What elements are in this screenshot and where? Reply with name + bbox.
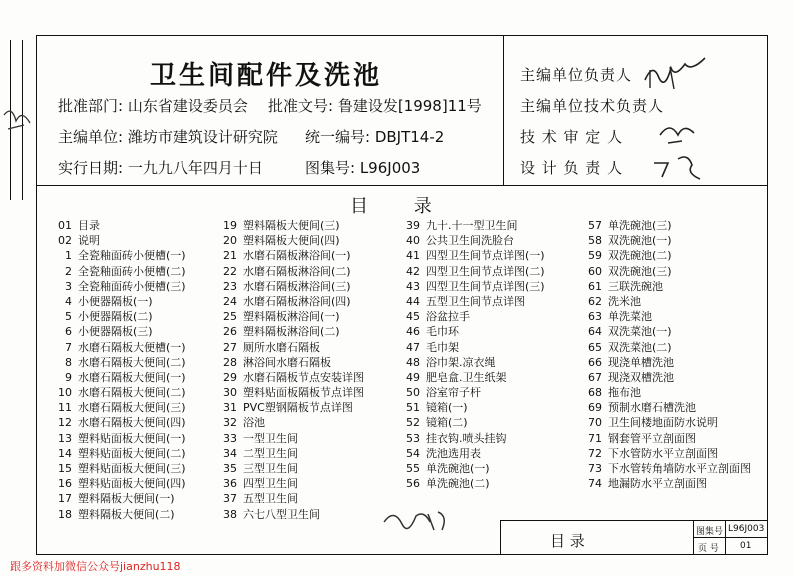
toc-entry — [215, 491, 364, 506]
toc-entry — [215, 415, 364, 430]
toc-entry-title: 厕所水磨石隔板 — [243, 340, 320, 354]
sheet-title: 目 录 — [550, 532, 585, 550]
toc-title: 目 录 — [350, 196, 452, 217]
toc-entry-number: 42 — [406, 264, 420, 278]
toc-entry — [215, 507, 364, 522]
toc-entry-number: 25 — [223, 310, 237, 324]
toc-entry-number: 43 — [406, 279, 420, 293]
page-label: 页 号 — [698, 544, 719, 554]
toc-entry — [50, 476, 186, 491]
toc-entry — [398, 264, 545, 279]
toc-entry — [398, 294, 545, 309]
toc-entry-number: 69 — [588, 401, 602, 415]
toc-entry-title: 预制水磨石槽洗池 — [608, 401, 696, 415]
toc-entry-number: 27 — [223, 340, 237, 354]
toc-entry — [50, 446, 186, 461]
toc-entry — [580, 324, 751, 339]
atlas-value: L96J003 — [728, 524, 765, 534]
toc-entry — [580, 218, 751, 233]
toc-entry-title: 四型卫生间 — [243, 477, 298, 491]
toc-entry-title: 水磨石隔板大便间(三) — [78, 401, 186, 415]
toc-entry-number: 57 — [588, 219, 602, 232]
toc-entry-number: 2 — [65, 264, 72, 278]
toc-entry-number: 01 — [58, 219, 72, 232]
toc-entry — [50, 324, 186, 339]
toc-entry — [50, 385, 186, 400]
atlas-label: 图集号 — [696, 527, 724, 537]
toc-entry-number: 5 — [65, 310, 72, 324]
toc-entry — [50, 507, 186, 522]
resp-reviewer: 技 术 审 定 人 — [520, 128, 624, 146]
toc-entry — [50, 340, 186, 355]
toc-entry-title: 二型卫生间 — [243, 446, 298, 460]
toc-entry-number: 10 — [58, 386, 72, 400]
toc-entry-title: 六七八型卫生间 — [243, 507, 320, 521]
toc-entry — [580, 385, 751, 400]
toc-entry-number: 41 — [406, 249, 420, 263]
toc-entry-title: 单洗菜池 — [608, 310, 652, 324]
toc-entry-title: 水磨石隔板节点安装详图 — [243, 370, 364, 384]
toc-entry-number: 9 — [65, 370, 72, 384]
toc-entry-number: 33 — [223, 431, 237, 445]
toc-entry-number: 34 — [223, 446, 237, 460]
toc-entry — [215, 400, 364, 415]
toc-entry — [398, 324, 545, 339]
toc-entry — [215, 385, 364, 400]
toc-entry-title: 三联洗碗池 — [608, 279, 663, 293]
toc-entry-number: 36 — [223, 477, 237, 491]
toc-entry — [50, 279, 186, 294]
toc-entry-title: 双洗碗池(三) — [608, 264, 672, 278]
toc-entry-number: 7 — [65, 340, 72, 354]
implementation-date: 实行日期: 一九九八年四月十日 — [58, 159, 263, 177]
toc-entry-title: 拖布池 — [608, 386, 641, 400]
toc-entry-number: 58 — [588, 234, 602, 248]
toc-entry-title: PVC塑钢隔板节点详图 — [243, 401, 353, 415]
toc-entry — [50, 431, 186, 446]
toc-entry — [50, 370, 186, 385]
toc-entry-number: 73 — [588, 462, 602, 475]
toc-entry-number: 24 — [223, 294, 237, 308]
atlas-title: 卫生间配件及洗池 — [150, 61, 383, 91]
toc-entry — [50, 248, 186, 263]
toc-column-4 — [580, 218, 751, 491]
toc-entry — [398, 461, 545, 476]
toc-entry-number: 15 — [58, 462, 72, 475]
toc-entry-title: 浴室帘子杆 — [426, 386, 481, 400]
toc-entry — [398, 385, 545, 400]
toc-entry-number: 28 — [223, 355, 237, 369]
toc-entry — [50, 461, 186, 476]
toc-entry-title: 小便器隔板(三) — [78, 325, 153, 339]
toc-entry-number: 14 — [58, 446, 72, 460]
toc-column-3 — [398, 218, 545, 491]
toc-entry-number: 56 — [406, 477, 420, 491]
toc-entry-number: 45 — [406, 310, 420, 324]
toc-entry — [580, 476, 751, 491]
toc-entry-number: 60 — [588, 264, 602, 278]
toc-entry-number: 71 — [588, 431, 602, 445]
toc-entry-title: 四型卫生间节点详图(三) — [426, 279, 545, 293]
toc-entry-title: 全瓷釉面砖小便槽(二) — [78, 264, 186, 278]
toc-entry-number: 66 — [588, 355, 602, 369]
toc-entry-number: 22 — [223, 264, 237, 278]
toc-entry-number: 53 — [406, 431, 420, 445]
toc-entry-number: 26 — [223, 325, 237, 339]
toc-entry-number: 52 — [406, 416, 420, 430]
toc-entry-number: 13 — [58, 431, 72, 445]
toc-entry — [215, 431, 364, 446]
toc-entry-title: 双洗碗池(二) — [608, 249, 672, 263]
toc-entry — [215, 218, 364, 233]
unified-number: 统一编号: DBJT14-2 — [305, 128, 445, 146]
toc-entry-number: 8 — [65, 355, 72, 369]
toc-entry-number: 63 — [588, 310, 602, 324]
toc-entry-title: 肥皂盒.卫生纸架 — [426, 370, 507, 384]
toc-entry — [215, 264, 364, 279]
toc-entry — [215, 476, 364, 491]
toc-entry — [398, 248, 545, 263]
toc-entry — [580, 400, 751, 415]
toc-entry-title: 四型卫生间节点详图(一) — [426, 249, 545, 263]
toc-entry-number: 18 — [58, 507, 72, 521]
toc-entry-title: 洗米池 — [608, 294, 641, 308]
toc-entry-title: 目录 — [78, 219, 100, 232]
toc-entry-title: 毛巾架 — [426, 340, 459, 354]
toc-entry-number: 16 — [58, 477, 72, 491]
toc-entry-number: 32 — [223, 416, 237, 430]
toc-entry — [398, 279, 545, 294]
toc-column-2 — [215, 218, 364, 522]
toc-entry-title: 塑料贴面板隔板节点详图 — [243, 386, 364, 400]
toc-entry — [50, 294, 186, 309]
toc-entry-title: 现浇双槽洗池 — [608, 370, 674, 384]
toc-entry — [398, 218, 545, 233]
toc-entry-title: 淋浴间水磨石隔板 — [243, 355, 331, 369]
toc-entry-title: 塑料隔板淋浴间(二) — [243, 325, 340, 339]
toc-entry-number: 02 — [58, 234, 72, 248]
toc-entry — [50, 400, 186, 415]
toc-entry-number: 38 — [223, 507, 237, 521]
toc-entry-number: 40 — [406, 234, 420, 248]
toc-entry-number: 74 — [588, 477, 602, 491]
toc-entry-number: 30 — [223, 386, 237, 400]
toc-entry — [398, 400, 545, 415]
toc-entry-title: 现浇单槽洗池 — [608, 355, 674, 369]
toc-entry-title: 浴池 — [243, 416, 265, 430]
toc-column-1 — [50, 218, 186, 522]
title-block-split — [693, 537, 768, 538]
toc-entry-number: 55 — [406, 462, 420, 475]
toc-entry-number: 3 — [65, 279, 72, 293]
toc-entry — [215, 446, 364, 461]
toc-entry — [398, 233, 545, 248]
toc-entry — [50, 233, 186, 248]
toc-entry — [580, 294, 751, 309]
toc-entry — [398, 476, 545, 491]
toc-entry-number: 46 — [406, 325, 420, 339]
toc-entry — [580, 461, 751, 476]
toc-entry — [215, 461, 364, 476]
toc-entry-number: 21 — [223, 249, 237, 263]
toc-entry-title: 双洗菜池(二) — [608, 340, 672, 354]
toc-entry — [215, 279, 364, 294]
toc-entry-number: 68 — [588, 386, 602, 400]
toc-entry-number: 44 — [406, 294, 420, 308]
toc-entry-title: 镜箱(一) — [426, 401, 468, 415]
toc-entry — [50, 218, 186, 233]
toc-entry — [50, 491, 186, 506]
toc-entry-title: 水磨石隔板大便间(四) — [78, 416, 186, 430]
toc-entry — [580, 415, 751, 430]
toc-entry-number: 20 — [223, 234, 237, 248]
title-block-top — [500, 520, 768, 521]
toc-entry — [580, 233, 751, 248]
toc-entry — [215, 324, 364, 339]
toc-entry-title: 公共卫生间洗脸台 — [426, 234, 514, 248]
toc-entry — [580, 446, 751, 461]
toc-entry-title: 五型卫生间节点详图 — [426, 294, 525, 308]
toc-entry-title: 塑料贴面板大便间(四) — [78, 477, 186, 491]
toc-entry-title: 塑料隔板大便间(四) — [243, 234, 340, 248]
toc-entry-title: 三型卫生间 — [243, 462, 298, 475]
resp-tech-chief: 主编单位技术负责人 — [520, 97, 665, 115]
compiler-unit: 主编单位: 潍坊市建筑设计研究院 — [58, 128, 278, 146]
toc-entry — [398, 446, 545, 461]
toc-entry — [398, 355, 545, 370]
toc-entry-number: 54 — [406, 446, 420, 460]
toc-entry-title: 小便器隔板(一) — [78, 294, 153, 308]
toc-entry-title: 挂衣钩.喷头挂钩 — [426, 431, 507, 445]
toc-entry-title: 水磨石隔板淋浴间(二) — [243, 264, 351, 278]
toc-entry — [580, 279, 751, 294]
toc-entry-number: 11 — [58, 401, 72, 415]
toc-entry-title: 水磨石隔板大便间(二) — [78, 355, 186, 369]
toc-entry-number: 29 — [223, 370, 237, 384]
toc-entry-number: 19 — [223, 219, 237, 232]
toc-entry-title: 浴巾架.凉衣绳 — [426, 355, 496, 369]
toc-entry-title: 塑料贴面板大便间(一) — [78, 431, 186, 445]
toc-entry-title: 全瓷釉面砖小便槽(一) — [78, 249, 186, 263]
approval-dept: 批准部门: 山东省建设委员会 — [58, 97, 248, 115]
toc-entry-number: 6 — [65, 325, 72, 339]
toc-entry-title: 水磨石隔板淋浴间(三) — [243, 279, 351, 293]
signatures — [640, 55, 720, 185]
toc-entry-title: 单洗碗池(二) — [426, 477, 490, 491]
toc-entry-title: 洗池选用表 — [426, 446, 481, 460]
header-divider — [36, 185, 768, 186]
toc-entry-number: 67 — [588, 370, 602, 384]
toc-entry — [398, 431, 545, 446]
toc-entry — [215, 355, 364, 370]
toc-entry-number: 47 — [406, 340, 420, 354]
toc-entry-number: 50 — [406, 386, 420, 400]
toc-entry-number: 35 — [223, 462, 237, 475]
resp-designer: 设 计 负 责 人 — [520, 159, 624, 177]
toc-entry-number: 48 — [406, 355, 420, 369]
toc-entry-title: 水磨石隔板大便间(二) — [78, 386, 186, 400]
toc-entry-title: 塑料隔板大便间(二) — [78, 507, 175, 521]
toc-entry-title: 水磨石隔板大便间(一) — [78, 370, 186, 384]
toc-entry-title: 单洗碗池(一) — [426, 462, 490, 475]
toc-entry — [580, 370, 751, 385]
toc-entry-title: 钢套管平立剖面图 — [608, 431, 696, 445]
toc-entry — [50, 264, 186, 279]
toc-entry-title: 一型卫生间 — [243, 431, 298, 445]
toc-entry-title: 说明 — [78, 234, 100, 248]
toc-entry — [215, 248, 364, 263]
toc-entry — [50, 415, 186, 430]
toc-entry — [398, 309, 545, 324]
toc-entry-title: 镜箱(二) — [426, 416, 468, 430]
toc-entry — [215, 340, 364, 355]
toc-entry — [215, 294, 364, 309]
atlas-number: 图集号: L96J003 — [305, 159, 421, 177]
toc-entry-number: 39 — [406, 219, 420, 232]
toc-entry — [580, 355, 751, 370]
title-block-left — [500, 520, 501, 555]
toc-entry — [215, 309, 364, 324]
toc-entry-title: 双洗碗池(一) — [608, 234, 672, 248]
toc-entry-title: 五型卫生间 — [243, 492, 298, 506]
toc-entry — [215, 370, 364, 385]
binding-signature — [0, 95, 34, 155]
toc-entry — [580, 248, 751, 263]
toc-entry-title: 塑料贴面板大便间(三) — [78, 462, 186, 475]
toc-entry-title: 单洗碗池(三) — [608, 219, 672, 232]
toc-entry-title: 全瓷釉面砖小便槽(三) — [78, 279, 186, 293]
toc-entry-number: 59 — [588, 249, 602, 263]
toc-entry-number: 17 — [58, 492, 72, 506]
toc-entry-number: 51 — [406, 401, 420, 415]
toc-entry — [580, 431, 751, 446]
toc-entry — [398, 370, 545, 385]
toc-entry-title: 下水管转角墙防水平立剖面图 — [608, 462, 751, 475]
toc-entry-number: 31 — [223, 401, 237, 415]
toc-entry-title: 卫生间楼地面防水说明 — [608, 416, 718, 430]
toc-entry — [580, 264, 751, 279]
toc-entry-number: 64 — [588, 325, 602, 339]
toc-entry-title: 下水管防水平立剖面图 — [608, 446, 718, 460]
toc-entry-title: 地漏防水平立剖面图 — [608, 477, 707, 491]
approval-doc: 批准文号: 鲁建设发[1998]11号 — [268, 97, 482, 115]
resp-chief-unit: 主编单位负责人 — [520, 66, 633, 84]
toc-entry — [580, 340, 751, 355]
toc-entry — [215, 233, 364, 248]
toc-entry-number: 72 — [588, 446, 602, 460]
toc-entry-title: 塑料隔板大便间(一) — [78, 492, 175, 506]
toc-entry-title: 小便器隔板(二) — [78, 310, 153, 324]
toc-entry-title: 塑料隔板淋浴间(一) — [243, 310, 340, 324]
toc-entry-title: 毛巾环 — [426, 325, 459, 339]
toc-entry-title: 水磨石隔板淋浴间(四) — [243, 294, 351, 308]
toc-entry-number: 49 — [406, 370, 420, 384]
toc-entry — [398, 340, 545, 355]
toc-entry-number: 61 — [588, 279, 602, 293]
toc-entry-number: 1 — [65, 249, 72, 263]
toc-entry — [398, 415, 545, 430]
toc-entry-number: 12 — [58, 416, 72, 430]
header-vertical-divider — [503, 35, 504, 185]
toc-entry-number: 37 — [223, 492, 237, 506]
footer-watermark: 跟多资料加微信公众号jianzhu118 — [10, 560, 181, 573]
toc-entry — [50, 309, 186, 324]
toc-entry-title: 水磨石隔板大便槽(一) — [78, 340, 186, 354]
toc-entry-title: 塑料隔板大便间(三) — [243, 219, 340, 232]
toc-entry-number: 4 — [65, 294, 72, 308]
toc-entry-number: 65 — [588, 340, 602, 354]
toc-entry-title: 九十.十一型卫生间 — [426, 219, 518, 232]
toc-entry-title: 双洗菜池(一) — [608, 325, 672, 339]
toc-entry-number: 62 — [588, 294, 602, 308]
toc-entry — [50, 355, 186, 370]
toc-entry-title: 塑料贴面板大便间(二) — [78, 446, 186, 460]
toc-entry-title: 浴盆拉手 — [426, 310, 470, 324]
toc-entry-title: 四型卫生间节点详图(二) — [426, 264, 545, 278]
toc-entry-number: 23 — [223, 279, 237, 293]
page-value: 01 — [740, 541, 752, 551]
handwritten-mark — [380, 500, 460, 540]
toc-entry-number: 70 — [588, 416, 602, 430]
toc-entry — [580, 309, 751, 324]
toc-entry-title: 水磨石隔板淋浴间(一) — [243, 249, 351, 263]
